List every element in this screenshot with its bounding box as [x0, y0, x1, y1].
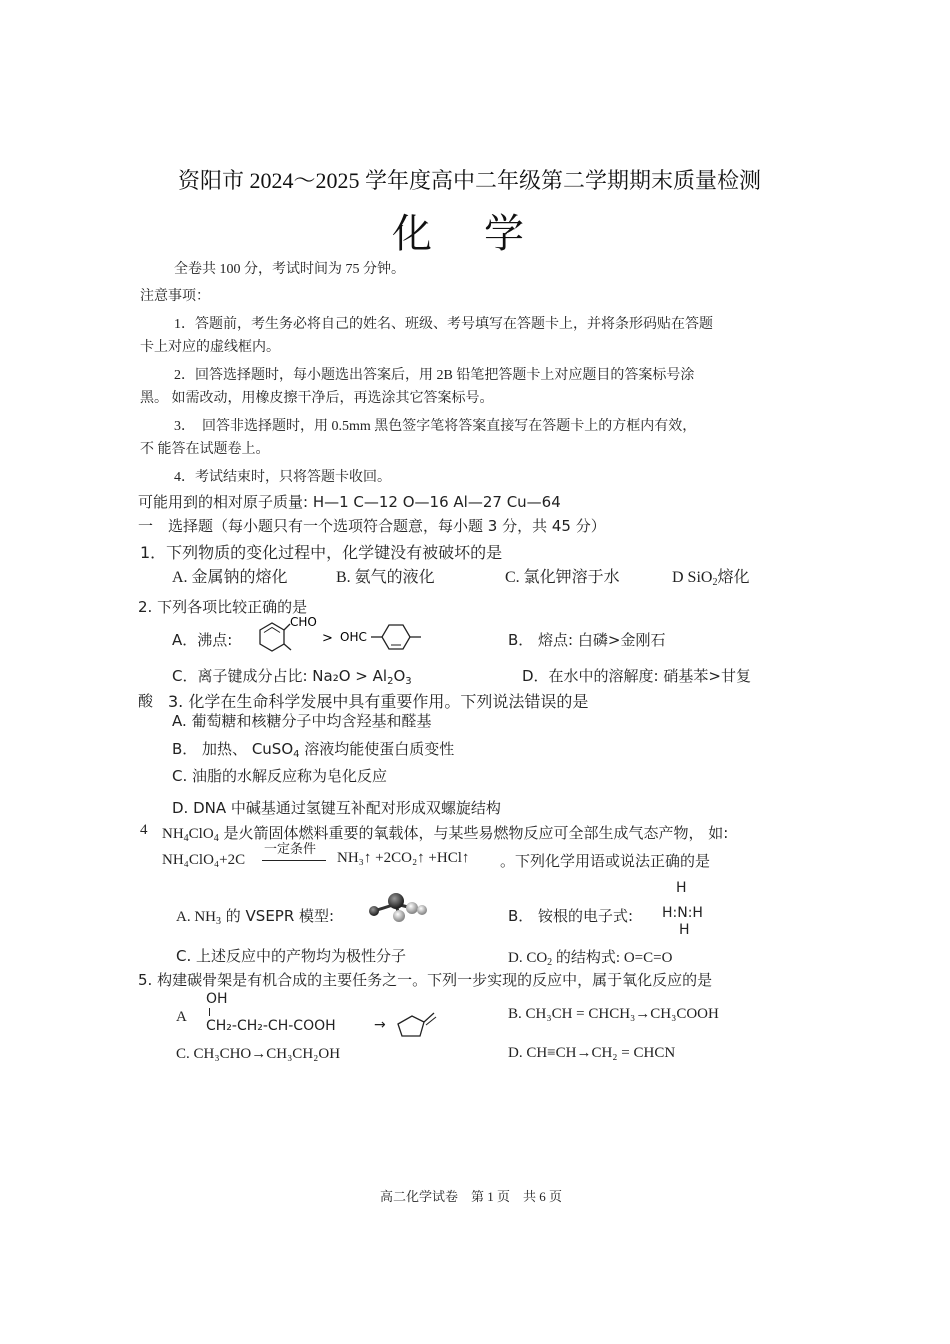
notice-4: 4．考试结束时，只将答题卡收回。 [174, 470, 391, 485]
notice-3-line-2: 不 能答在试题卷上。 [140, 442, 270, 457]
electron-formula-middle: H:N:H [662, 905, 703, 921]
q4-equation-right: NH₃↑ +2CO₂↑ +HCl↑ [337, 850, 470, 866]
q5-option-a-label: A [176, 1009, 187, 1025]
q2-option-d: D．在水中的溶解度: 硝基苯>甘复 [522, 667, 751, 685]
q5-stem: 5. 构建碳骨架是有机合成的主要任务之一。下列一步实现的反应中，属于氧化反应的是 [138, 971, 713, 989]
notice-2-line-1: 2．回答选择题时，每小题选出答案后，用 2B 铅笔把答题卡上对应题目的答案标号涂 [174, 368, 695, 383]
q4-option-b: B． 铵根的电子式: [508, 907, 634, 925]
electron-formula-top-h: H [676, 880, 687, 896]
q4-equation-left: NH₄ClO₄+2C [162, 852, 246, 868]
q4-option-d: D. $CO_2$ 的结构式: O=C=O [508, 950, 673, 968]
q3-option-a: A. 葡萄糖和核糖分子中均含羟基和醛基 [172, 712, 432, 730]
q4-stem: $NH_4ClO_4$ 是火箭固体燃料重要的氧载体，与某些易燃物反应可全部生成气态产物， 如: [162, 824, 729, 844]
exam-title: 资阳市 2024～2025 学年度高中二年级第二学期期末质量检测 [178, 168, 762, 193]
notice-3-line-1: 3． 回答非选择题时，用 0.5mm 黑色签字笔将答案直接写在答题卡上的方框内有效， [174, 419, 697, 434]
q4-option-c: C. 上述反应中的产物均为极性分子 [176, 947, 407, 965]
q1-option-c: C. 氯化钾溶于水 [505, 569, 620, 586]
q1-option-d: D SiO$_2$熔化 [672, 569, 750, 588]
methyl-bond-1 [284, 644, 291, 650]
q4-equation-condition: 一定条件 [264, 842, 317, 857]
q2-option-b: B． 熔点: 白磷>金刚石 [508, 631, 666, 649]
oh-bond [209, 1008, 210, 1016]
q5-option-a-oh: OH [206, 991, 228, 1007]
section-1-title: 一 选择题（每小题只有一个选项符合题意，每小题 3 分，共 45 分） [138, 517, 606, 535]
q4-number: 4 [140, 822, 148, 838]
q4-equation-tail: 。下列化学用语或说法正确的是 [500, 852, 711, 870]
q1-option-b: B. 氨气的液化 [336, 569, 435, 586]
q1-option-a: A. 金属钠的熔化 [172, 569, 288, 586]
q4-equation-arrow-line [262, 860, 326, 861]
electron-formula-bottom-h: H [679, 922, 690, 938]
page-footer: 高二化学试卷 第 1 页 共 6 页 [380, 1189, 563, 1204]
q5-option-a-formula: CH₂-CH₂-CH-COOH [206, 1018, 336, 1034]
subject-title: 化 学 [392, 211, 530, 257]
q3-option-b: B． 加热、 CuSO$_4$ 溶液均能使蛋白质变性 [172, 740, 455, 760]
greater-than: > [322, 631, 333, 646]
q2-option-d-continuation: 酸 [138, 692, 154, 710]
notice-2-line-2: 黑。 如需改动，用橡皮擦干净后，再选涂其它答案标号。 [140, 391, 494, 406]
atomic-masses: 可能用到的相对原子质量: H—1 C—12 O—16 Al—27 Cu—64 [138, 493, 561, 511]
notice-1-line-1: 1．答题前，考生务必将自己的姓名、班级、考号填写在答题卡上，并将条形码贴在答题 [174, 317, 713, 332]
q2-stem: 2. 下列各项比较正确的是 [138, 598, 308, 616]
ohc-label: OHC [340, 630, 367, 644]
q5-option-c: C. CH₃CHO→CH₃CH₂OH [176, 1046, 341, 1062]
nitrogen-ball [388, 893, 404, 909]
q3-option-d: D. DNA 中碱基通过氢键互补配对形成双螺旋结构 [172, 799, 501, 817]
exam-total-info: 全卷共 100 分，考试时间为 75 分钟。 [174, 262, 405, 277]
q4-option-a: A. $NH_3$ 的 VSEPR 模型: [176, 907, 335, 927]
vsepr-model-image [362, 890, 430, 924]
notice-title: 注意事项： [140, 289, 210, 304]
q2-option-c: C．离子键成分占比: $Na_2O > Al_2O_3$ [172, 667, 412, 687]
q5-option-a-arrow: → [374, 1017, 386, 1033]
ring-1-inner-bond [264, 628, 280, 633]
q5-option-b: B. CH₃CH = CHCH₃→CH₃COOH [508, 1006, 719, 1022]
q2-option-a-structures [244, 612, 434, 657]
q5-option-d: D. CH≡CH→CH₂ = CHCN [508, 1045, 676, 1061]
q3-option-c: C. 油脂的水解反应称为皂化反应 [172, 767, 388, 785]
hydrogen-ball-3 [417, 905, 427, 915]
hydrogen-ball-2 [393, 910, 405, 922]
cyclopentane-product [392, 1008, 438, 1040]
cho-label: CHO [290, 615, 317, 629]
q3-stem: 3. 化学在生命科学发展中具有重要作用。下列说法错误的是 [168, 692, 589, 711]
q1-stem: 1．下列物质的变化过程中，化学键没有被破坏的是 [140, 543, 503, 562]
lone-pair-ball [369, 906, 379, 916]
hydrogen-ball-1 [406, 902, 418, 914]
notice-1-line-2: 卡上对应的虚线框内。 [140, 340, 280, 355]
q2-option-a-label: A．沸点: [172, 631, 233, 649]
